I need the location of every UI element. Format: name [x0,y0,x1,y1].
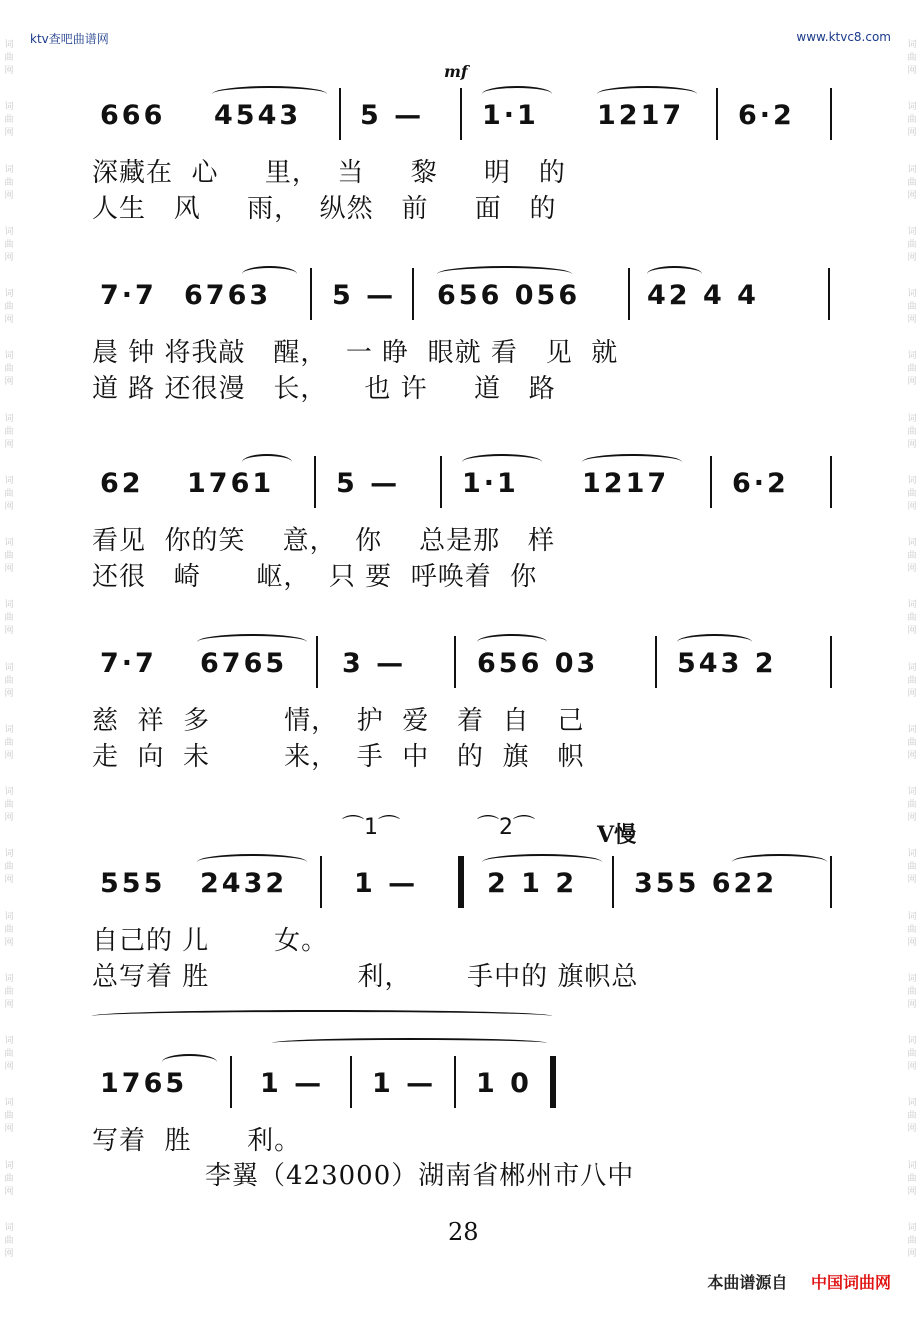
footer-source-label: 本曲谱源自 [707,1273,788,1292]
side-watermark-char: 词 [907,600,917,611]
side-watermark-char: 曲 [4,239,14,250]
side-watermark-char: 曲 [4,986,14,997]
side-watermark-char: 词 [4,475,14,486]
side-watermark-char: 词 [4,849,14,860]
note-group: 1·1 [462,468,519,499]
side-watermark-char: 曲 [907,115,917,126]
side-watermark-char: 曲 [907,613,917,624]
side-watermark-char: 网 [4,1062,14,1072]
side-watermark-char: 曲 [907,488,917,499]
side-watermark-char: 曲 [907,675,917,686]
tempo-mark: V慢 [597,822,637,848]
side-watermark-char: 曲 [907,986,917,997]
lyric-verse-2: 走 向 未 来， 手 中 的 旗 帜 [92,742,585,772]
side-watermark-char: 曲 [907,177,917,188]
note-group: 1 — [260,1068,325,1099]
side-watermark-char: 词 [4,289,14,299]
note-group: 543 2 [677,648,777,679]
notation-row [92,648,832,688]
side-watermark-char: 词 [907,538,917,548]
side-watermark-char: 曲 [907,924,917,935]
side-watermark-char: 网 [907,66,917,76]
side-watermark-char: 曲 [907,1049,917,1059]
side-watermark-char: 网 [4,252,14,263]
side-watermark-char: 网 [907,937,917,948]
side-watermark-char: 网 [4,315,14,325]
side-watermark-char: 网 [4,750,14,761]
side-watermark-char: 网 [907,1062,917,1072]
side-watermark-char: 词 [907,226,917,237]
side-watermark-char: 词 [907,289,917,299]
side-watermark-char: 词 [4,600,14,611]
side-watermark-char: 词 [4,351,14,362]
side-watermark-char: 词 [907,849,917,860]
side-watermark-char: 词 [4,164,14,175]
side-watermark-char: 曲 [4,862,14,873]
side-watermark-char: 词 [4,1160,14,1171]
side-watermark-char: 词 [907,1160,917,1171]
side-watermark-char: 网 [907,626,917,637]
side-watermark-char: 曲 [907,862,917,873]
note-group: 5 — [332,280,397,311]
side-watermark-char: 网 [907,750,917,761]
side-watermark-char: 词 [907,475,917,486]
note-group: 7·7 [100,648,157,679]
side-watermark-char: 网 [907,999,917,1010]
side-watermark-char: 词 [4,973,14,984]
side-watermark-char: 曲 [907,800,917,810]
side-watermark-char: 曲 [4,1235,14,1246]
notation-row [92,468,832,508]
note-group: 1 — [354,868,419,899]
side-watermark-char: 网 [4,377,14,388]
note-group: 4543 [214,100,302,131]
side-watermark-char: 网 [907,439,917,450]
dynamic-mark: mf [444,62,468,81]
note-group: 1 0 [476,1068,532,1099]
lyric-verse-1: 看见 你的笑 意， 你 总是那 样 [92,526,555,556]
note-group: 656 03 [477,648,599,679]
watermark-left: ktv查吧曲谱网 [30,32,109,46]
note-group: 42 4 4 [647,280,759,311]
side-watermark-char: 词 [4,787,14,797]
side-watermark-char: 曲 [907,53,917,63]
side-watermark-char: 曲 [4,426,14,437]
side-watermark-char: 网 [4,1248,14,1259]
side-watermark-right [905,40,919,1283]
side-watermark-char: 网 [907,564,917,574]
side-watermark-char: 词 [907,1036,917,1046]
side-watermark-char: 网 [907,688,917,699]
side-watermark-char: 曲 [4,488,14,499]
side-watermark-char: 网 [907,1124,917,1135]
side-watermark-char: 曲 [4,675,14,686]
lyric-verse-1: 自己的 儿 女。 [92,926,329,956]
lyric-verse-2: 道 路 还很漫 长， 也 许 道 路 [92,374,556,404]
note-group: 1·1 [482,100,539,131]
note-group: 62 [100,468,144,499]
side-watermark-char: 网 [907,813,917,823]
side-watermark-char: 词 [907,1222,917,1233]
note-group: 3 — [342,648,407,679]
side-watermark-char: 曲 [4,1173,14,1184]
side-watermark-char: 词 [907,1098,917,1109]
note-group: 2432 [200,868,288,899]
side-watermark-char: 网 [4,813,14,823]
side-watermark-char: 词 [907,724,917,735]
side-watermark-char: 曲 [4,737,14,748]
note-group: 1217 [582,468,670,499]
side-watermark-char: 网 [907,377,917,388]
side-watermark-char: 网 [4,439,14,450]
side-watermark-char: 曲 [4,364,14,375]
side-watermark-char: 网 [4,937,14,948]
side-watermark-char: 词 [907,973,917,984]
side-watermark-char: 网 [4,1186,14,1197]
footer-site-link[interactable]: 中国词曲网 [810,1273,891,1292]
side-watermark-char: 网 [907,1248,917,1259]
note-group: 555 [100,868,166,899]
side-watermark-char: 曲 [4,1049,14,1059]
side-watermark-char: 曲 [4,1111,14,1122]
notation-row [92,1068,832,1108]
author-credit: 李翼（423000）湖南省郴州市八中 [205,1161,635,1191]
side-watermark-char: 网 [907,252,917,263]
side-watermark-char: 网 [4,626,14,637]
side-watermark-char: 词 [907,40,917,50]
side-watermark-char: 网 [4,501,14,512]
side-watermark-char: 曲 [4,53,14,63]
lyric-verse-2: 总写着 胜 利， 手中的 旗帜总 [92,962,639,992]
note-group: 7·7 [100,280,157,311]
side-watermark-char: 词 [4,662,14,673]
side-watermark-char: 网 [4,875,14,886]
notation-row [92,100,832,140]
side-watermark-char: 网 [4,1124,14,1135]
side-watermark-char: 词 [4,1036,14,1046]
side-watermark-char: 曲 [4,115,14,126]
side-watermark-char: 词 [4,1098,14,1109]
side-watermark-char: 网 [907,128,917,139]
side-watermark-char: 词 [4,538,14,548]
side-watermark-char: 网 [4,190,14,201]
page-number: 28 [448,1218,479,1246]
side-watermark-char: 词 [907,413,917,424]
side-watermark-char: 曲 [907,364,917,375]
note-group: 1761 [187,468,275,499]
note-group: 5 — [360,100,425,131]
side-watermark-char: 曲 [907,1111,917,1122]
side-watermark-char: 词 [907,787,917,797]
side-watermark-char: 词 [907,164,917,175]
note-group: 2 1 2 [487,868,578,899]
side-watermark-char: 词 [4,911,14,922]
side-watermark-char: 词 [4,724,14,735]
side-watermark-char: 词 [907,351,917,362]
side-watermark-char: 网 [907,875,917,886]
side-watermark-char: 网 [907,1186,917,1197]
side-watermark-char: 网 [907,501,917,512]
side-watermark-char: 曲 [907,1235,917,1246]
side-watermark-char: 曲 [4,800,14,810]
lyric-verse-1: 深藏在 心 里， 当 黎 明 的 [92,158,566,188]
side-watermark-char: 曲 [4,924,14,935]
lyric-verse-2: 人生 风 雨， 纵然 前 面 的 [92,194,557,224]
side-watermark-char: 曲 [907,426,917,437]
note-group: 666 [100,100,166,131]
note-group: 6765 [200,648,288,679]
lyric-verse-1: 慈 祥 多 情， 护 爱 着 自 己 [92,706,585,736]
notation-row [92,868,832,908]
side-watermark-char: 曲 [907,1173,917,1184]
side-watermark-char: 网 [4,999,14,1010]
lyric-verse-1: 晨 钟 将我敲 醒， 一 睁 眼就 看 见 就 [92,338,619,368]
side-watermark-char: 网 [4,564,14,574]
note-group: 5 — [336,468,401,499]
side-watermark-char: 曲 [907,302,917,312]
note-group: 355 622 [634,868,778,899]
first-ending: ⌒1⌒ [342,815,401,840]
side-watermark-char: 曲 [4,177,14,188]
side-watermark-left [2,40,16,1283]
watermark-right: www.ktvc8.com [796,30,891,44]
side-watermark-char: 词 [4,226,14,237]
lyric-verse-2: 还很 崎 岖， 只 要 呼唤着 你 [92,562,538,592]
lyric-verse-1: 写着 胜 利。 [92,1126,302,1156]
side-watermark-char: 网 [4,128,14,139]
side-watermark-char: 词 [4,40,14,50]
side-watermark-char: 词 [4,1222,14,1233]
note-group: 1 — [372,1068,437,1099]
side-watermark-char: 词 [907,662,917,673]
note-group: 656 056 [437,280,581,311]
side-watermark-char: 词 [907,102,917,113]
note-group: 1765 [100,1068,188,1099]
second-ending: ⌒2⌒ [477,815,536,840]
source-footer [707,1270,891,1293]
note-group: 6·2 [738,100,795,131]
side-watermark-char: 词 [4,413,14,424]
side-watermark-char: 曲 [4,302,14,312]
note-group: 1217 [597,100,685,131]
note-group: 6763 [184,280,272,311]
side-watermark-char: 网 [907,315,917,325]
side-watermark-char: 词 [907,911,917,922]
side-watermark-char: 曲 [4,551,14,561]
side-watermark-char: 词 [4,102,14,113]
side-watermark-char: 网 [4,66,14,76]
side-watermark-char: 曲 [4,613,14,624]
side-watermark-char: 曲 [907,737,917,748]
note-group: 6·2 [732,468,789,499]
side-watermark-char: 网 [4,688,14,699]
side-watermark-char: 曲 [907,239,917,250]
side-watermark-char: 曲 [907,551,917,561]
side-watermark-char: 网 [907,190,917,201]
notation-row [92,280,832,320]
